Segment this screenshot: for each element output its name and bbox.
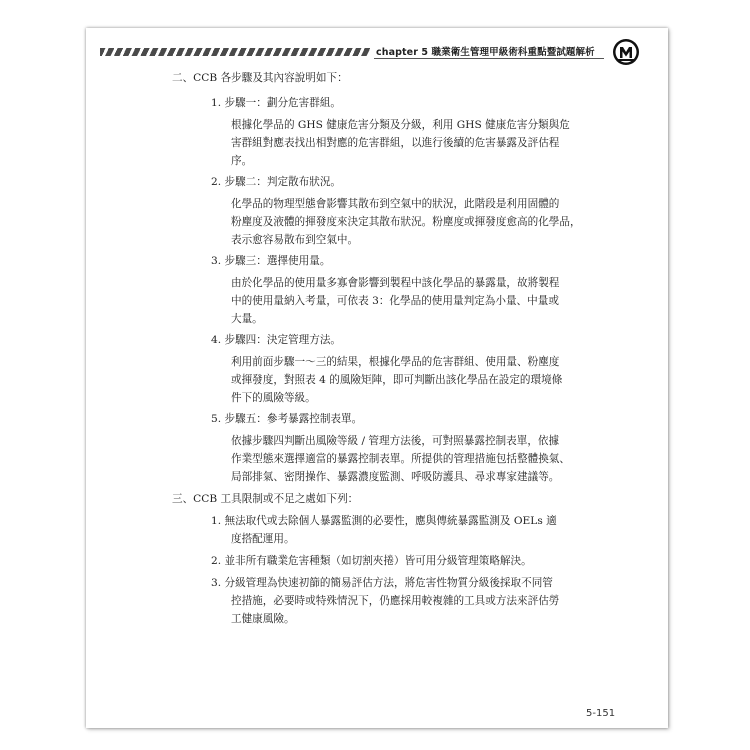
limitation-1-line: 1. 無法取代或去除個人暴露監測的必要性，應與傳統暴露監測及 OELs 適 [211,515,557,527]
limitation-3-line: 工健康風險。 [231,613,295,625]
step-5-text-line: 依據步驟四判斷出風險等級 / 管理方法後，可對照暴露控制表單，依據 [231,435,560,447]
step-3-text-line: 由於化學品的使用量多寡會影響到製程中該化學品的暴露量，故將製程 [231,277,560,289]
limitation-2-line: 2. 並非所有職業危害種類（如切割夾捲）皆可用分級管理策略解決。 [211,555,532,567]
page-header [86,42,668,64]
step-3-text-line: 中的使用量納入考量，可依表 3：化學品的使用量判定為小量、中量或 [231,295,559,307]
step-3-text-line: 大量。 [231,313,263,325]
step-4-text-line: 件下的風險等級。 [231,392,316,404]
step-5-text-line: 作業型態來選擇適當的暴露控制表單。所提供的管理措施包括整體換氣、 [231,453,570,465]
publisher-logo-icon [612,38,640,66]
page-number: 5-151 [586,708,616,719]
step-4-title: 4. 步驟四：決定管理方法。 [211,334,342,346]
chapter-title [376,44,606,58]
book-title: 職業衛生管理甲級術科重點暨試題解析 [431,47,595,58]
step-1-text-line: 序。 [231,155,253,167]
limitation-3-line: 3. 分級管理為快速初篩的簡易評估方法，將危害性物質分級後採取不同管 [211,577,553,589]
step-3-title: 3. 步驟三：選擇使用量。 [211,255,331,267]
step-2-text-line: 化學品的物理型態會影響其散布到空氣中的狀況，此階段是利用固體的 [231,198,560,210]
step-4-text-line: 或揮發度，對照表 4 的風險矩陣，即可判斷出該化學品在設定的環境條 [231,374,563,386]
step-4-text-line: 利用前面步驟一～三的結果，根據化學品的危害群組、使用量、粉塵度 [231,356,560,368]
step-1-title: 1. 步驟一：劃分危害群組。 [211,97,342,109]
step-5-title: 5. 步驟五：參考暴露控制表單。 [211,413,363,425]
step-1-text-line: 根據化學品的 GHS 健康危害分類及分級，利用 GHS 健康危害分類與危 [231,119,570,131]
step-2-title: 2. 步驟二：判定散布狀況。 [211,176,342,188]
step-1-text-line: 害群組對應表找出相對應的危害群組，以進行後續的危害暴露及評估程 [231,137,560,149]
limitation-3-line: 控措施，必要時或特殊情況下，仍應採用較複雜的工具或方法來評估勞 [231,595,560,607]
header-stripe-decoration [100,48,370,56]
step-5-text-line: 局部排氣、密閉操作、暴露濃度監測、呼吸防護具、尋求專家建議等。 [231,471,560,483]
book-page [86,28,668,728]
step-2-text-line: 表示愈容易散布到空氣中。 [231,234,359,246]
limitation-1-line: 度搭配運用。 [231,533,295,545]
section-3-heading: 三、CCB 工具限制或不足之處如下列： [172,493,359,505]
section-2-heading: 二、CCB 各步驟及其內容說明如下： [172,72,348,84]
step-2-text-line: 粉塵度及液體的揮發度來決定其散布狀況。粉塵度或揮發度愈高的化學品， [231,216,581,228]
chapter-number: chapter 5 [376,47,429,58]
header-rule [374,58,604,59]
